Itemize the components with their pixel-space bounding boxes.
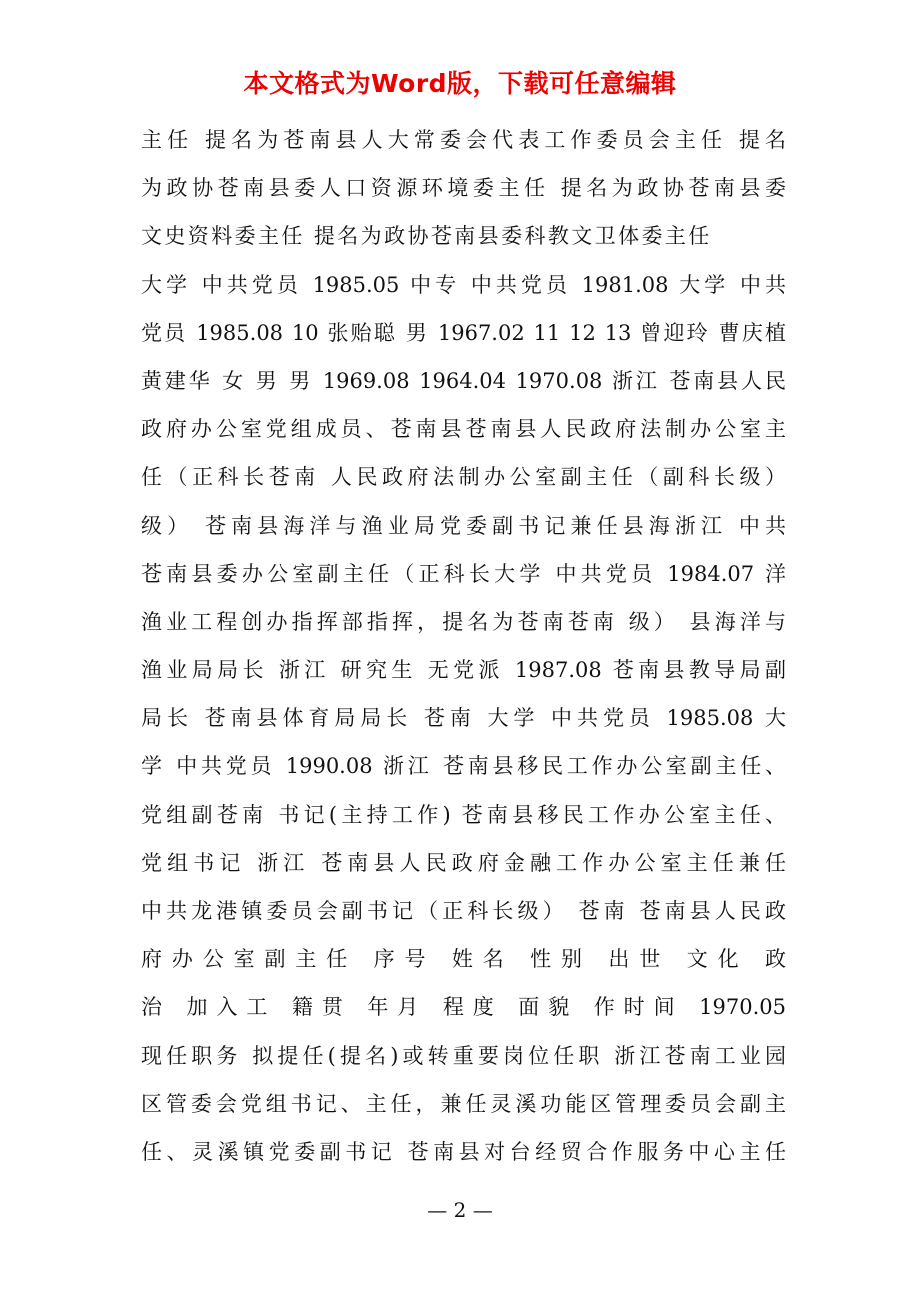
body-line: 学 中共党员 1990.08 浙江 苍南县移民工作办公室副主任、 [141, 754, 786, 779]
body-line: 文史资料委主任 提名为政协苍南县委科教文卫体委主任 [141, 224, 712, 249]
body-line: 府办公室副主任 序号 姓名 性别 出世 文化 政 [141, 947, 786, 972]
body-line: 现任职务 拟提任(提名)或转重要岗位任职 浙江苍南工业园 [141, 1043, 786, 1068]
body-line: 苍南县委办公室副主任（正科长大学 中共党员 1984.07 洋 [141, 561, 786, 586]
body-line: 党员 1985.08 10 张贻聪 男 1967.02 11 12 13 曾迎玲 曹庆植 [141, 320, 786, 345]
body-line: 渔业工程创办指挥部指挥，提名为苍南苍南 级） 县海洋与 [141, 609, 786, 634]
body-line: 级） 苍南县海洋与渔业局党委副书记兼任县海浙江 中共 [141, 513, 786, 538]
body-line: 大学 中共党员 1985.05 中专 中共党员 1981.08 大学 中共 [141, 272, 786, 297]
body-line: 任（正科长苍南 人民政府法制办公室副主任（副科长级） [141, 465, 786, 490]
body-line: 为政协苍南县委人口资源环境委主任 提名为政协苍南县委 [141, 176, 786, 201]
body-line: 任、灵溪镇党委副书记 苍南县对台经贸合作服务中心主任 [141, 1139, 786, 1164]
document-body [141, 116, 786, 1176]
document-banner: 本文格式为Word版，下载可任意编辑 [243, 69, 677, 98]
body-line: 主任 提名为苍南县人大常委会代表工作委员会主任 提名 [141, 128, 786, 152]
body-line: 局长 苍南县体育局局长 苍南 大学 中共党员 1985.08 大 [141, 706, 786, 731]
body-line: 渔业局局长 浙江 研究生 无党派 1987.08 苍南县教导局副 [141, 658, 786, 683]
body-line: 政府办公室党组成员、苍南县苍南县人民政府法制办公室主 [141, 417, 786, 442]
body-line: 区管委会党组书记、主任，兼任灵溪功能区管理委员会副主 [141, 1091, 786, 1116]
body-line: 治 加入工 籍贯 年月 程度 面貌 作时间 1970.05 [141, 995, 786, 1020]
page-number: — 2 — [427, 1198, 493, 1222]
body-line: 中共龙港镇委员会副书记（正科长级） 苍南 苍南县人民政 [141, 899, 786, 923]
body-line: 党组书记 浙江 苍南县人民政府金融工作办公室主任兼任 [141, 850, 786, 875]
body-line: 党组副苍南 书记(主持工作) 苍南县移民工作办公室主任、 [141, 802, 786, 827]
body-line: 黄建华 女 男 男 1969.08 1964.04 1970.08 浙江 苍南县人民 [141, 368, 786, 393]
